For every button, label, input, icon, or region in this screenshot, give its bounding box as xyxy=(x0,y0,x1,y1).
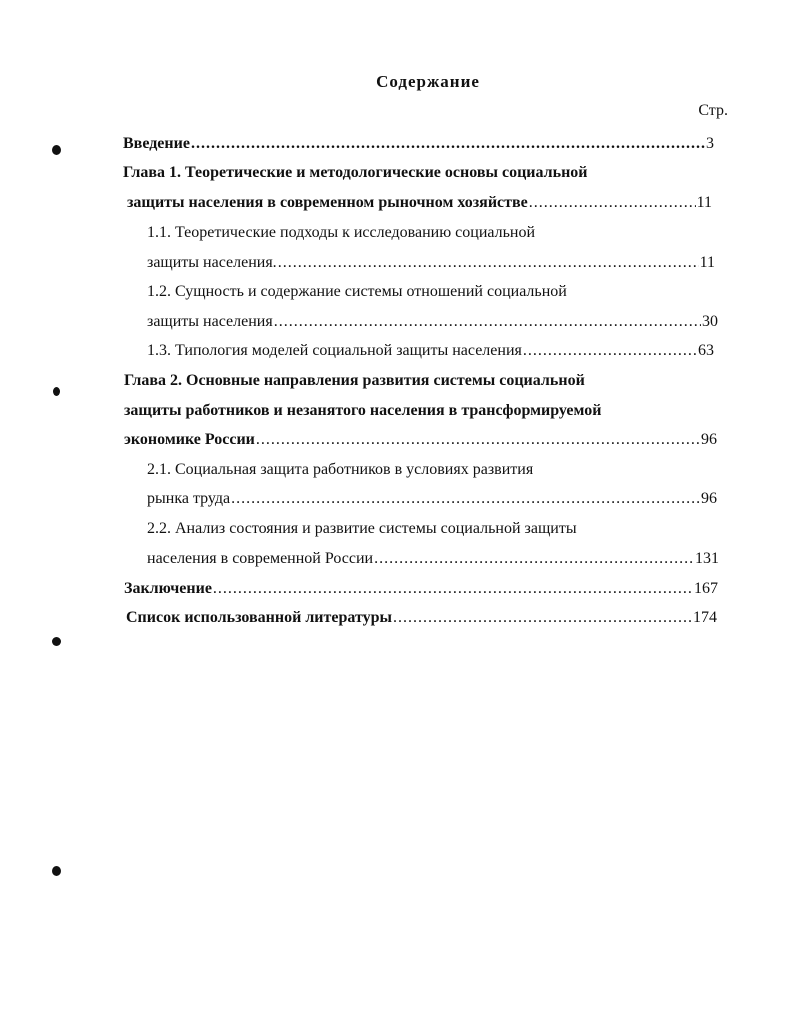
toc-page-number: 96 xyxy=(701,431,717,448)
toc-entry-1-3[interactable] xyxy=(147,340,714,362)
toc-entry-conclusion[interactable] xyxy=(124,578,718,600)
binding-hole-mark xyxy=(53,387,60,396)
toc-entry-2-1-line1[interactable]: 2.1. Социальная защита работников в условиях развития xyxy=(147,461,534,478)
toc-entry-2-1[interactable] xyxy=(147,488,717,510)
toc-page-number: 96 xyxy=(701,490,717,507)
toc-entry-2-2-line1[interactable]: 2.2. Анализ состояния и развитие системы социальной защиты xyxy=(147,520,577,537)
toc-entry-2-2[interactable] xyxy=(147,548,719,570)
toc-leader xyxy=(231,488,700,510)
toc-leader xyxy=(374,548,694,570)
toc-leader xyxy=(191,133,705,155)
toc-entry-label: 1.3. Типология моделей социальной защиты населения xyxy=(147,342,522,359)
page-column-header: Стр. xyxy=(698,102,728,119)
toc-page-number: 3 xyxy=(706,135,714,152)
toc-entry-chapter1-line1[interactable]: Глава 1. Теоретические и методологические основы социальной xyxy=(123,164,588,181)
toc-entry-1-2-line1[interactable]: 1.2. Сущность и содержание системы отношений социальной xyxy=(147,283,567,300)
toc-leader xyxy=(213,578,693,600)
toc-page-number: 174 xyxy=(693,609,717,626)
toc-page-number: 11 xyxy=(699,254,715,271)
toc-entry-label: Введение xyxy=(123,135,190,152)
toc-entry-label: защиты населения xyxy=(147,313,273,330)
toc-entry-1-1-line1[interactable]: 1.1. Теоретические подходы к исследованию социальной xyxy=(147,224,536,241)
toc-entry-label: Заключение xyxy=(124,580,212,597)
toc-entry-intro[interactable] xyxy=(123,133,714,155)
toc-entry-references[interactable] xyxy=(126,607,717,629)
toc-leader xyxy=(529,192,696,214)
toc-leader xyxy=(523,340,697,362)
toc-entry-label: Список использованной литературы xyxy=(126,609,392,626)
toc-page-number: 131 xyxy=(695,550,719,567)
page-title: Содержание xyxy=(376,72,480,91)
binding-hole-mark xyxy=(52,637,61,646)
toc-leader xyxy=(256,429,700,451)
toc-leader xyxy=(278,252,699,274)
toc-entry-chapter1[interactable] xyxy=(127,192,712,214)
toc-entry-chapter2[interactable] xyxy=(124,429,717,451)
binding-hole-mark xyxy=(52,145,61,155)
toc-entry-label: защиты населения. xyxy=(147,254,277,271)
toc-entry-label: экономике России xyxy=(124,431,255,448)
toc-page-number: 30 xyxy=(702,313,718,330)
toc-entry-label: населения в современной России xyxy=(147,550,374,567)
toc-entry-label: рынка труда xyxy=(147,490,231,507)
toc-page-number: 63 xyxy=(698,342,714,359)
toc-entry-chapter2-line1[interactable]: Глава 2. Основные направления развития системы социальной xyxy=(124,372,585,389)
binding-hole-mark xyxy=(52,866,61,876)
toc-page-number: 11 xyxy=(696,194,712,211)
toc-entry-chapter2-line2[interactable]: защиты работников и незанятого населения в трансформируемой xyxy=(124,402,602,419)
toc-leader xyxy=(274,311,701,333)
toc-entry-label: защиты населения в современном рыночном хозяйстве xyxy=(127,194,528,211)
toc-page-number: 167 xyxy=(694,580,718,597)
toc-leader xyxy=(393,607,692,629)
toc-entry-1-2[interactable] xyxy=(147,311,718,333)
toc-entry-1-1[interactable] xyxy=(147,252,715,274)
